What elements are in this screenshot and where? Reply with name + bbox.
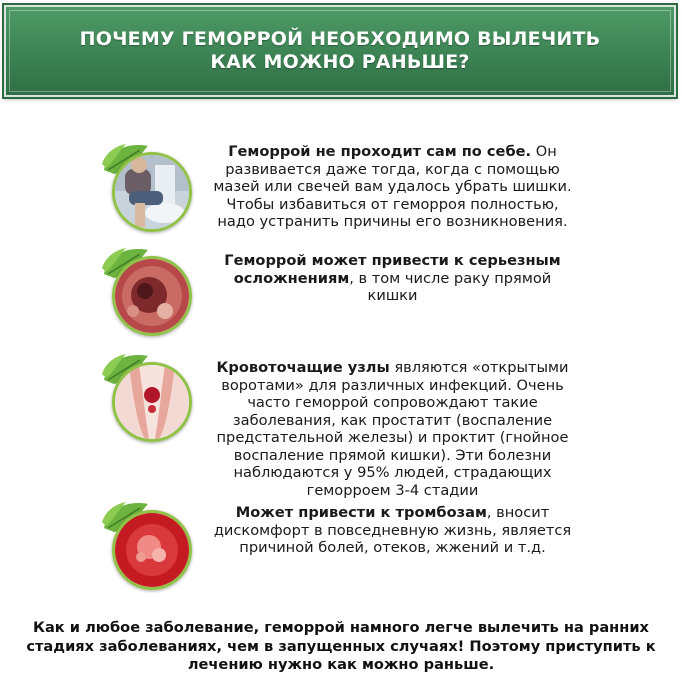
reason-body: Он развивается даже тогда, когда с помощью мазей или свечей вам удалось убрать шишки. Чтобы избавиться от геморроя полностью, надо устранить причины его возникновения.	[213, 143, 572, 230]
reason-bold: Геморрой может привести к серьезным осложнениям	[224, 252, 561, 287]
anatomy-illustration-thumbnail	[100, 350, 196, 446]
thrombosis-photo-thumbnail	[100, 498, 196, 594]
reason-body: , вносит дискомфорт в повседневную жизнь, является причиной болей, отеков, жжений и т.д.	[213, 504, 572, 556]
reason-bold: Кровоточащие узлы	[216, 359, 390, 376]
reason-text	[210, 359, 575, 499]
title-banner	[4, 5, 676, 97]
title-line-2: КАК МОЖНО РАНЬШЕ?	[210, 51, 470, 73]
conclusion-text: Как и любое заболевание, геморрой намного легче вылечить на ранних стадиях заболеваниях, чем в запущенных случаях! Поэтому приступить к лечению нужно как можно раньше.	[26, 619, 656, 673]
colon-photo-thumbnail	[100, 244, 196, 340]
thrombosis-photo	[112, 510, 192, 590]
toilet-photo-thumbnail	[100, 140, 196, 236]
title-line-1: ПОЧЕМУ ГЕМОРРОЙ НЕОБХОДИМО ВЫЛЕЧИТЬ	[79, 28, 601, 50]
colon-photo	[112, 256, 192, 336]
reason-text	[210, 504, 575, 557]
reason-text	[210, 252, 575, 305]
toilet-photo	[112, 152, 192, 232]
reason-text	[210, 143, 575, 231]
anatomy-illustration	[112, 362, 192, 442]
reason-body: , в том числе раку прямой кишки	[349, 269, 552, 304]
reason-bold: Может привести к тромбозам	[235, 504, 487, 521]
reason-bold: Геморрой не проходит сам по себе.	[228, 143, 532, 160]
page-title	[60, 28, 620, 74]
reason-body: являются «открытыми воротами» для различных инфекций. Очень часто геморрой сопровождают такие заболевания, как простатит (воспаление предстательной железы) и проктит (гнойное воспаление прямой кишки). Эти болезни наблюдаются у 95% людей, страдающих геморроем 3-4 стадии	[216, 359, 569, 499]
